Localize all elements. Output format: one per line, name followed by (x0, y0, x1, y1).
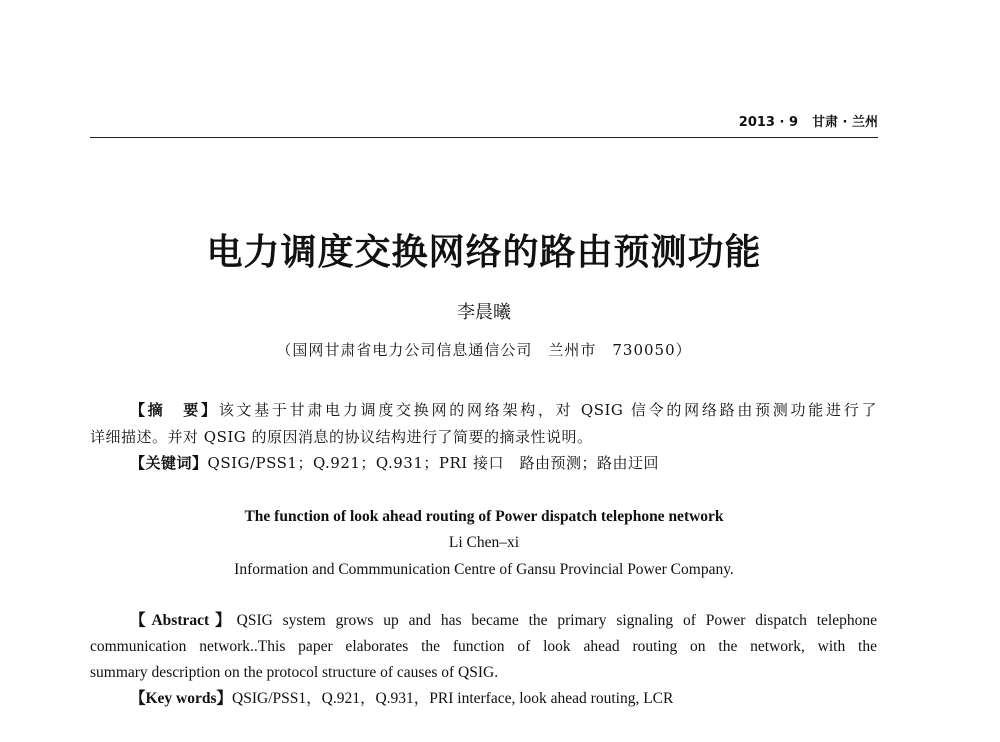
keywords-en (130, 689, 673, 709)
abstract-cn-text-1: 该文基于甘肃电力调度交换网的网络架构，对 QSIG 信令的网络路由预测功能进行了 (218, 401, 877, 419)
keywords-cn-text: QSIG/PSS1；Q.921；Q.931；PRI 接口 路由预测；路由迂回 (207, 454, 659, 472)
abstract-en-label: 【Abstract】 (130, 612, 237, 629)
author-name-en: Li Chen–xi (448, 534, 520, 551)
paper-title: 电力调度交换网络的路由预测功能 (206, 232, 762, 273)
abstract-en-line-1 (130, 611, 877, 631)
author-affiliation: （国网甘肃省电力公司信息通信公司 兰州市 730050） (276, 341, 692, 359)
abstract-cn-label: 【摘 要】 (130, 401, 219, 419)
keywords-cn-label: 【关键词】 (130, 454, 208, 472)
abstract-cn-line-2: 详细描述。并对 QSIG 的原因消息的协议结构进行了简要的摘录性说明。 (90, 428, 593, 446)
keywords-en-label: 【Key words】 (130, 690, 233, 707)
issue-place: 甘肃 · 兰州 (812, 115, 878, 130)
keywords-en-text: QSIG/PSS1，Q.921，Q.931，PRI interface, look ahead routing, LCR (232, 690, 674, 707)
author-affiliation-en: Information and Commmunication Centre of Gansu Provincial Power Company. (234, 561, 734, 578)
abstract-en-text-1: QSIG system grows up and has became the primary signaling of Power dispatch telephone (236, 612, 877, 629)
abstract-en-line-2: communication network..This paper elaborates the function of look ahead routing on the network, with the (90, 638, 877, 655)
issue-date: 2013 · 9 (738, 115, 798, 130)
paper-title-en: The function of look ahead routing of Power dispatch telephone network (244, 508, 724, 525)
abstract-en-line-3: summary description on the protocol structure of causes of QSIG. (90, 664, 499, 681)
header-rule (90, 137, 878, 138)
keywords-cn (130, 453, 659, 473)
author-name: 李晨曦 (457, 302, 511, 323)
abstract-cn-line-1 (130, 400, 877, 420)
running-header (739, 113, 878, 133)
